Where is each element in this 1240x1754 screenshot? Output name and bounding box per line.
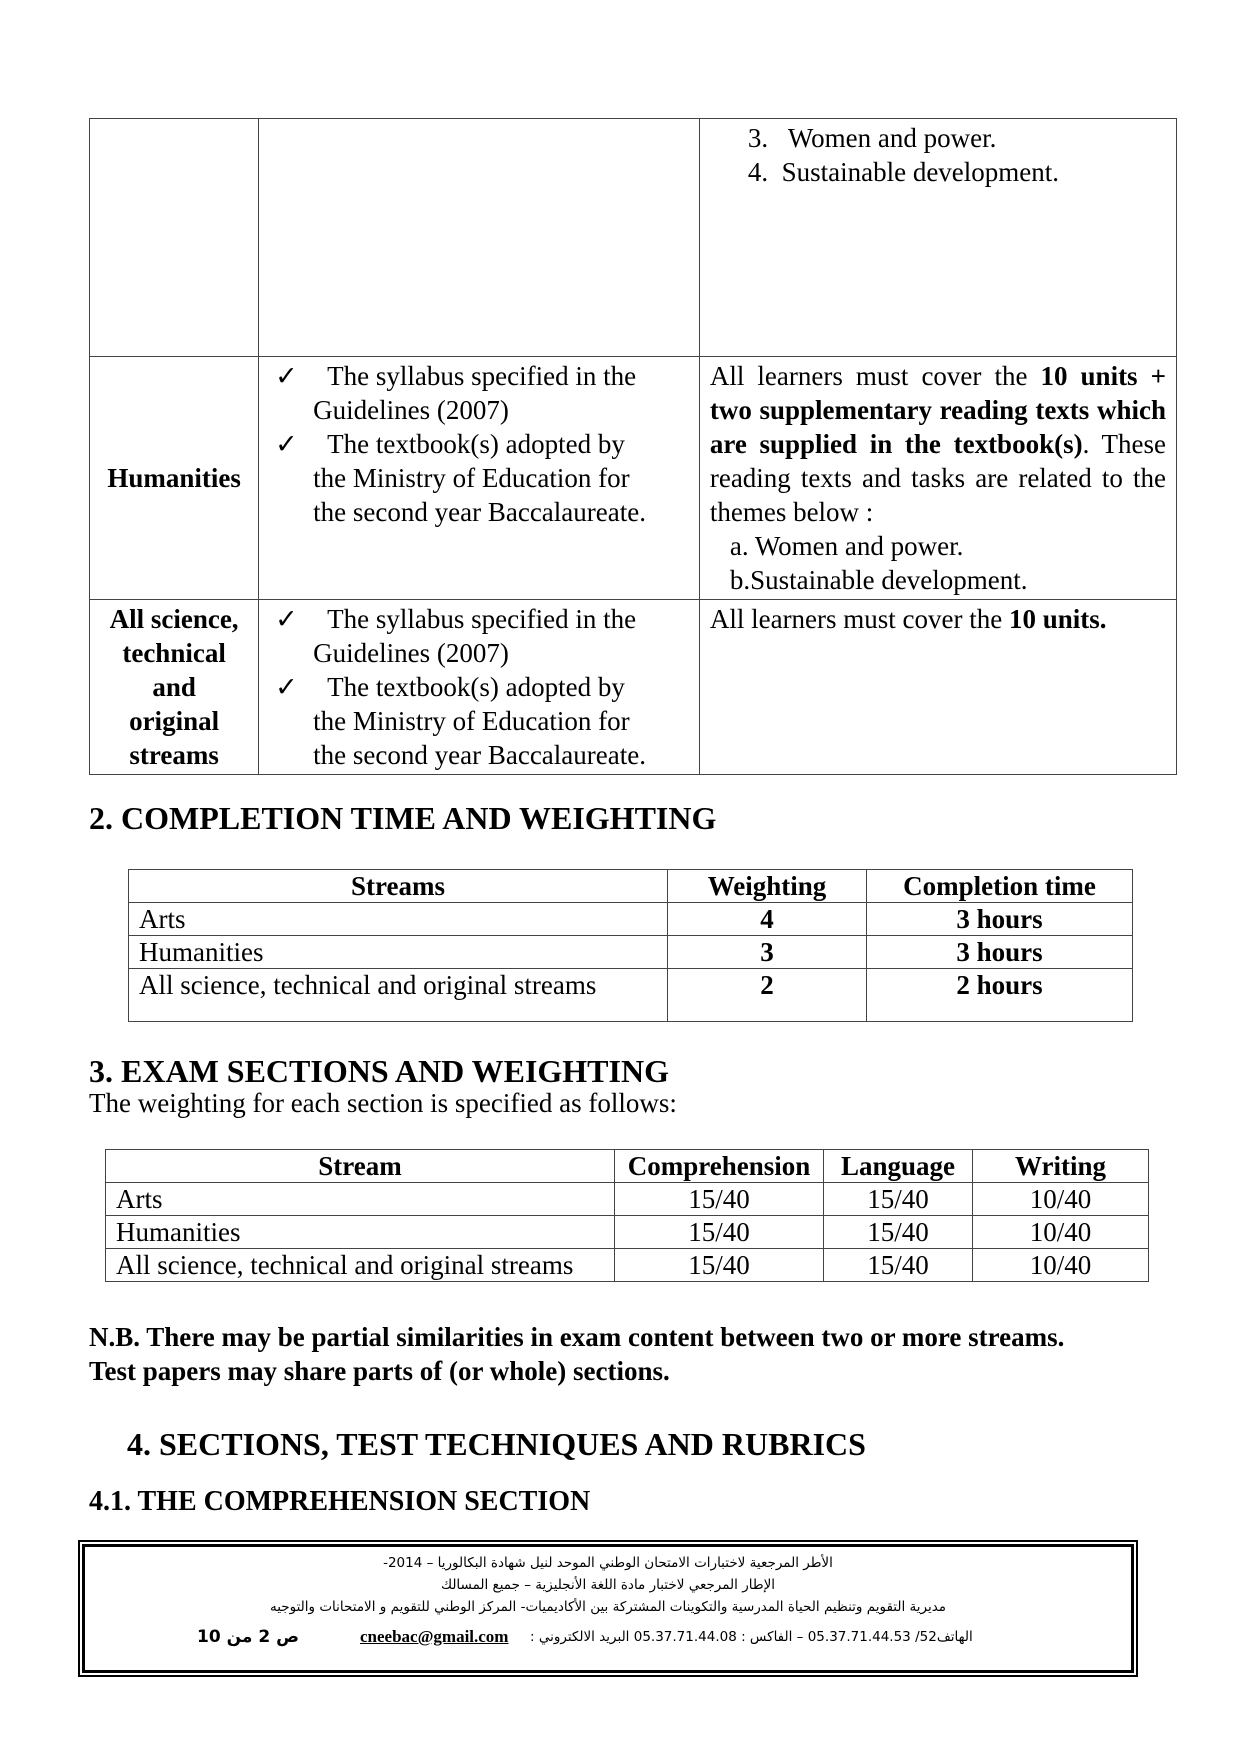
nb-note: N.B. There may be partial similarities in exam content between two or more streams. Test papers may share parts of (or whole) sections.	[89, 1322, 1065, 1386]
list-item: ✓ The syllabus specified in the Guidelines (2007)	[275, 361, 637, 425]
column-header: Language	[824, 1150, 973, 1183]
section-intro: The weighting for each section is specified as follows:	[89, 1088, 677, 1118]
table-row: Arts 4 3 hours	[129, 903, 1133, 936]
page-number: ص 2 من 10	[197, 1627, 299, 1647]
check-mark-icon: ✓	[275, 604, 298, 634]
check-mark-icon: ✓	[275, 429, 298, 459]
themes-list	[710, 529, 1166, 597]
exam-sections-table	[105, 1149, 1149, 1282]
themes-list	[710, 121, 1166, 189]
syllabus-cell	[259, 357, 700, 600]
list-item: 3. Women and power.	[747, 123, 997, 153]
table-row	[90, 600, 1177, 775]
syllabus-cell	[259, 119, 700, 357]
section-heading: 2. COMPLETION TIME AND WEIGHTING	[89, 800, 717, 836]
column-header: Completion time	[867, 870, 1133, 903]
completion-table	[128, 869, 1133, 1022]
list-item: ✓ The textbook(s) adopted by the Ministry of Education for the second year Baccalaureate.	[275, 429, 646, 527]
table-row: All science, technical and original streams 15/40 15/40 10/40	[106, 1249, 1149, 1282]
table-row: Humanities 15/40 15/40 10/40	[106, 1216, 1149, 1249]
column-header: Writing	[973, 1150, 1149, 1183]
column-header: Weighting	[668, 870, 867, 903]
table-row	[90, 119, 1177, 357]
check-mark-icon: ✓	[275, 361, 298, 391]
syllabus-table	[89, 118, 1177, 775]
column-header: Streams	[129, 870, 668, 903]
stream-cell: Humanities	[90, 357, 259, 600]
footer-directorate: مديرية التقويم وتنظيم الحياة المدرسية والتكوينات المشتركة بين الأكاديميات- المركز الوطني للتقويم و الامتحانات والتوجيه	[269, 1599, 947, 1615]
table-row: Arts 15/40 15/40 10/40	[106, 1183, 1149, 1216]
list-item: b.Sustainable development.	[729, 565, 1028, 595]
footer-title: الأطر المرجعية لاختبارات الامتحان الوطني الموحد لنيل شهادة البكالوريا – 2014-	[383, 1555, 833, 1571]
table-row: All science, technical and original streams 2 2 hours	[129, 969, 1133, 1022]
requirements-cell: All learners must cover the 10 units.	[699, 600, 1176, 775]
requirements-cell	[699, 357, 1176, 600]
list-item: ✓ The textbook(s) adopted by the Ministry of Education for the second year Baccalaureate.	[275, 672, 646, 770]
requirements-cell	[699, 119, 1176, 357]
list-item: ✓ The syllabus specified in the Guidelines (2007)	[275, 604, 637, 668]
section-heading: 3. EXAM SECTIONS AND WEIGHTING	[89, 1053, 669, 1089]
column-header: Stream	[106, 1150, 615, 1183]
table-row	[90, 357, 1177, 600]
table-header-row	[106, 1150, 1149, 1183]
syllabus-list	[269, 602, 689, 772]
column-header: Comprehension	[615, 1150, 824, 1183]
list-item: 4. Sustainable development.	[747, 157, 1060, 187]
list-item: a. Women and power.	[729, 531, 964, 561]
stream-cell: All science, technical and original streams	[90, 600, 259, 775]
footer-contacts: الهاتف52/ 05.37.71.44.53 – الفاكس : 05.37.71.44.08 البريد الالكتروني :	[530, 1629, 973, 1645]
email-link[interactable]: cneebac@gmail.com	[360, 1627, 509, 1646]
subsection-heading: 4.1. THE COMPREHENSION SECTION	[89, 1486, 591, 1517]
section-heading: 4. SECTIONS, TEST TECHNIQUES AND RUBRICS	[127, 1426, 866, 1462]
page-footer	[82, 1544, 1134, 1673]
table-row: Humanities 3 3 hours	[129, 936, 1133, 969]
footer-subtitle: الإطار المرجعي لاختبار مادة اللغة الأنجليزية – جميع المسالك	[440, 1577, 776, 1593]
table-header-row	[129, 870, 1133, 903]
syllabus-list	[269, 359, 689, 529]
check-mark-icon: ✓	[275, 672, 298, 702]
stream-cell	[90, 119, 259, 357]
syllabus-cell	[259, 600, 700, 775]
requirements-text: All learners must cover the 10 units + two supplementary reading texts which are supplied in the textbook(s). These reading texts and tasks are related to the themes below :	[709, 361, 1166, 527]
